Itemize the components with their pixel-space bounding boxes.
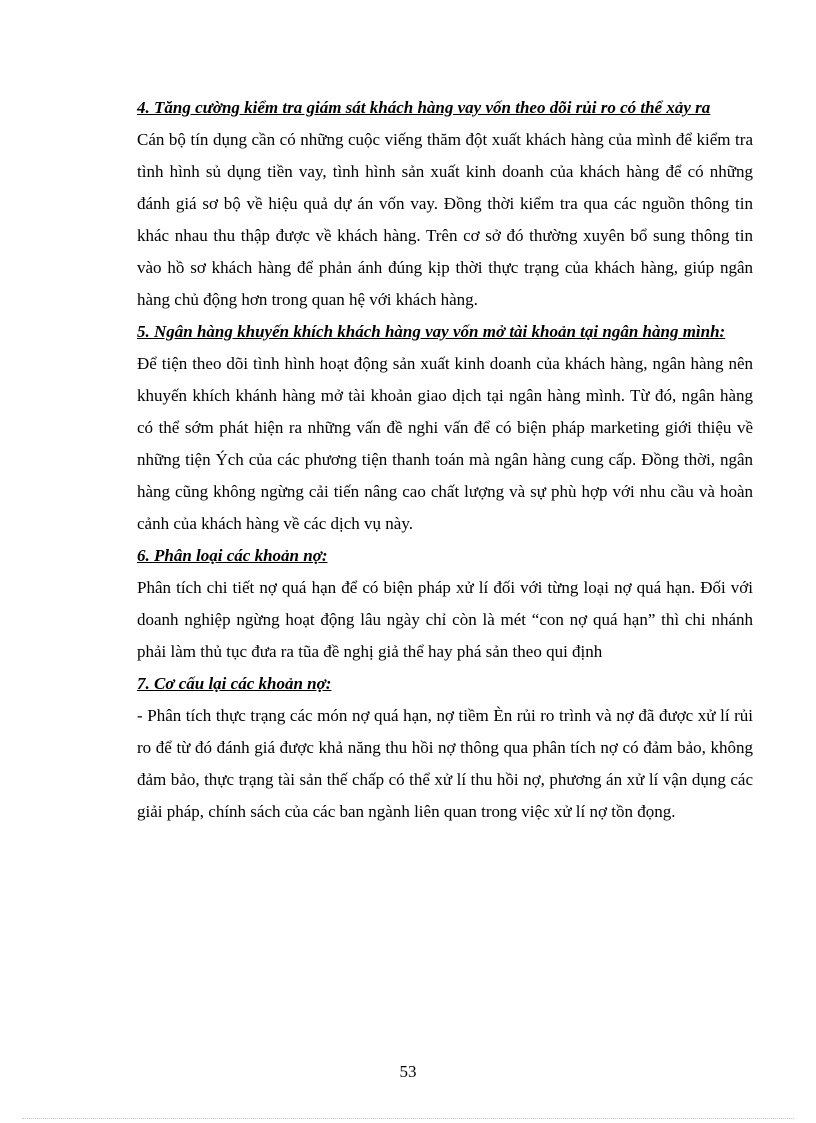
section-4-heading: 4. Tăng cường kiểm tra giám sát khách hàng vay vốn theo dõi rủi ro có thể xảy ra (137, 98, 711, 117)
section-6-body: Phân tích chi tiết nợ quá hạn để có biện pháp xử lí đối với từng loại nợ quá hạn. Đối với doanh nghiệp ngừng hoạt động lâu ngày chỉ còn là mét “con nợ quá hạn” thì chi nhánh phải làm thủ tục đưa ra tũa đề nghị giả thể hay phá sản theo qui định (137, 578, 753, 661)
section-4-body: Cán bộ tín dụng cần có những cuộc viếng thăm đột xuất khách hàng của mình để kiểm tra tình hình sủ dụng tiền vay, tình hình sản xuất kinh doanh của khách hàng để có những đánh giá sơ bộ về hiệu quả dự án vốn vay. Đồng thời kiểm tra qua các nguồn thông tin khác nhau thu thập được về khách hàng. Trên cơ sở đó thường xuyên bổ sung thông tin vào hồ sơ khách hàng để phản ánh đúng kịp thời thực trạng của khách hàng, giúp ngân hàng chủ động hơn trong quan hệ với khách hàng. (137, 130, 753, 309)
page-bottom-divider (22, 1118, 794, 1119)
section-5-heading: 5. Ngân hàng khuyến khích khách hàng vay vốn mở tài khoản tại ngân hàng mình: (137, 322, 726, 341)
page-content (137, 92, 753, 828)
section-7-heading: 7. Cơ cấu lại các khoản nợ: (137, 674, 332, 693)
section-7-body: - Phân tích thực trạng các món nợ quá hạn, nợ tiềm Èn rủi ro trình và nợ đã được xử lí rủi ro để từ đó đánh giá được khả năng thu hồi nợ thông qua phân tích nợ có đảm bảo, không đảm bảo, thực trạng tài sản thế chấp có thể xử lí thu hồi nợ, phương án xử lí vận dụng các giải pháp, chính sách của các ban ngành liên quan trong việc xử lí nợ tồn đọng. (137, 706, 753, 821)
section-6-heading: 6. Phân loại các khoản nợ: (137, 546, 328, 565)
page-number: 53 (399, 1062, 417, 1081)
section-5-body: Để tiện theo dõi tình hình hoạt động sản xuất kinh doanh của khách hàng, ngân hàng nên khuyến khích khánh hàng mở tài khoản giao dịch tại ngân hàng mình. Từ đó, ngân hàng có thể sớm phát hiện ra những vấn đề nghi vấn để có biện pháp marketing giới thiệu về những tiện Ých của các phương tiện thanh toán mà ngân hàng cung cấp. Đồng thời, ngân hàng cũng không ngừng cải tiến nâng cao chất lượng và sự phù hợp với nhu cầu và hoàn cảnh của khách hàng về các dịch vụ này. (137, 354, 753, 533)
